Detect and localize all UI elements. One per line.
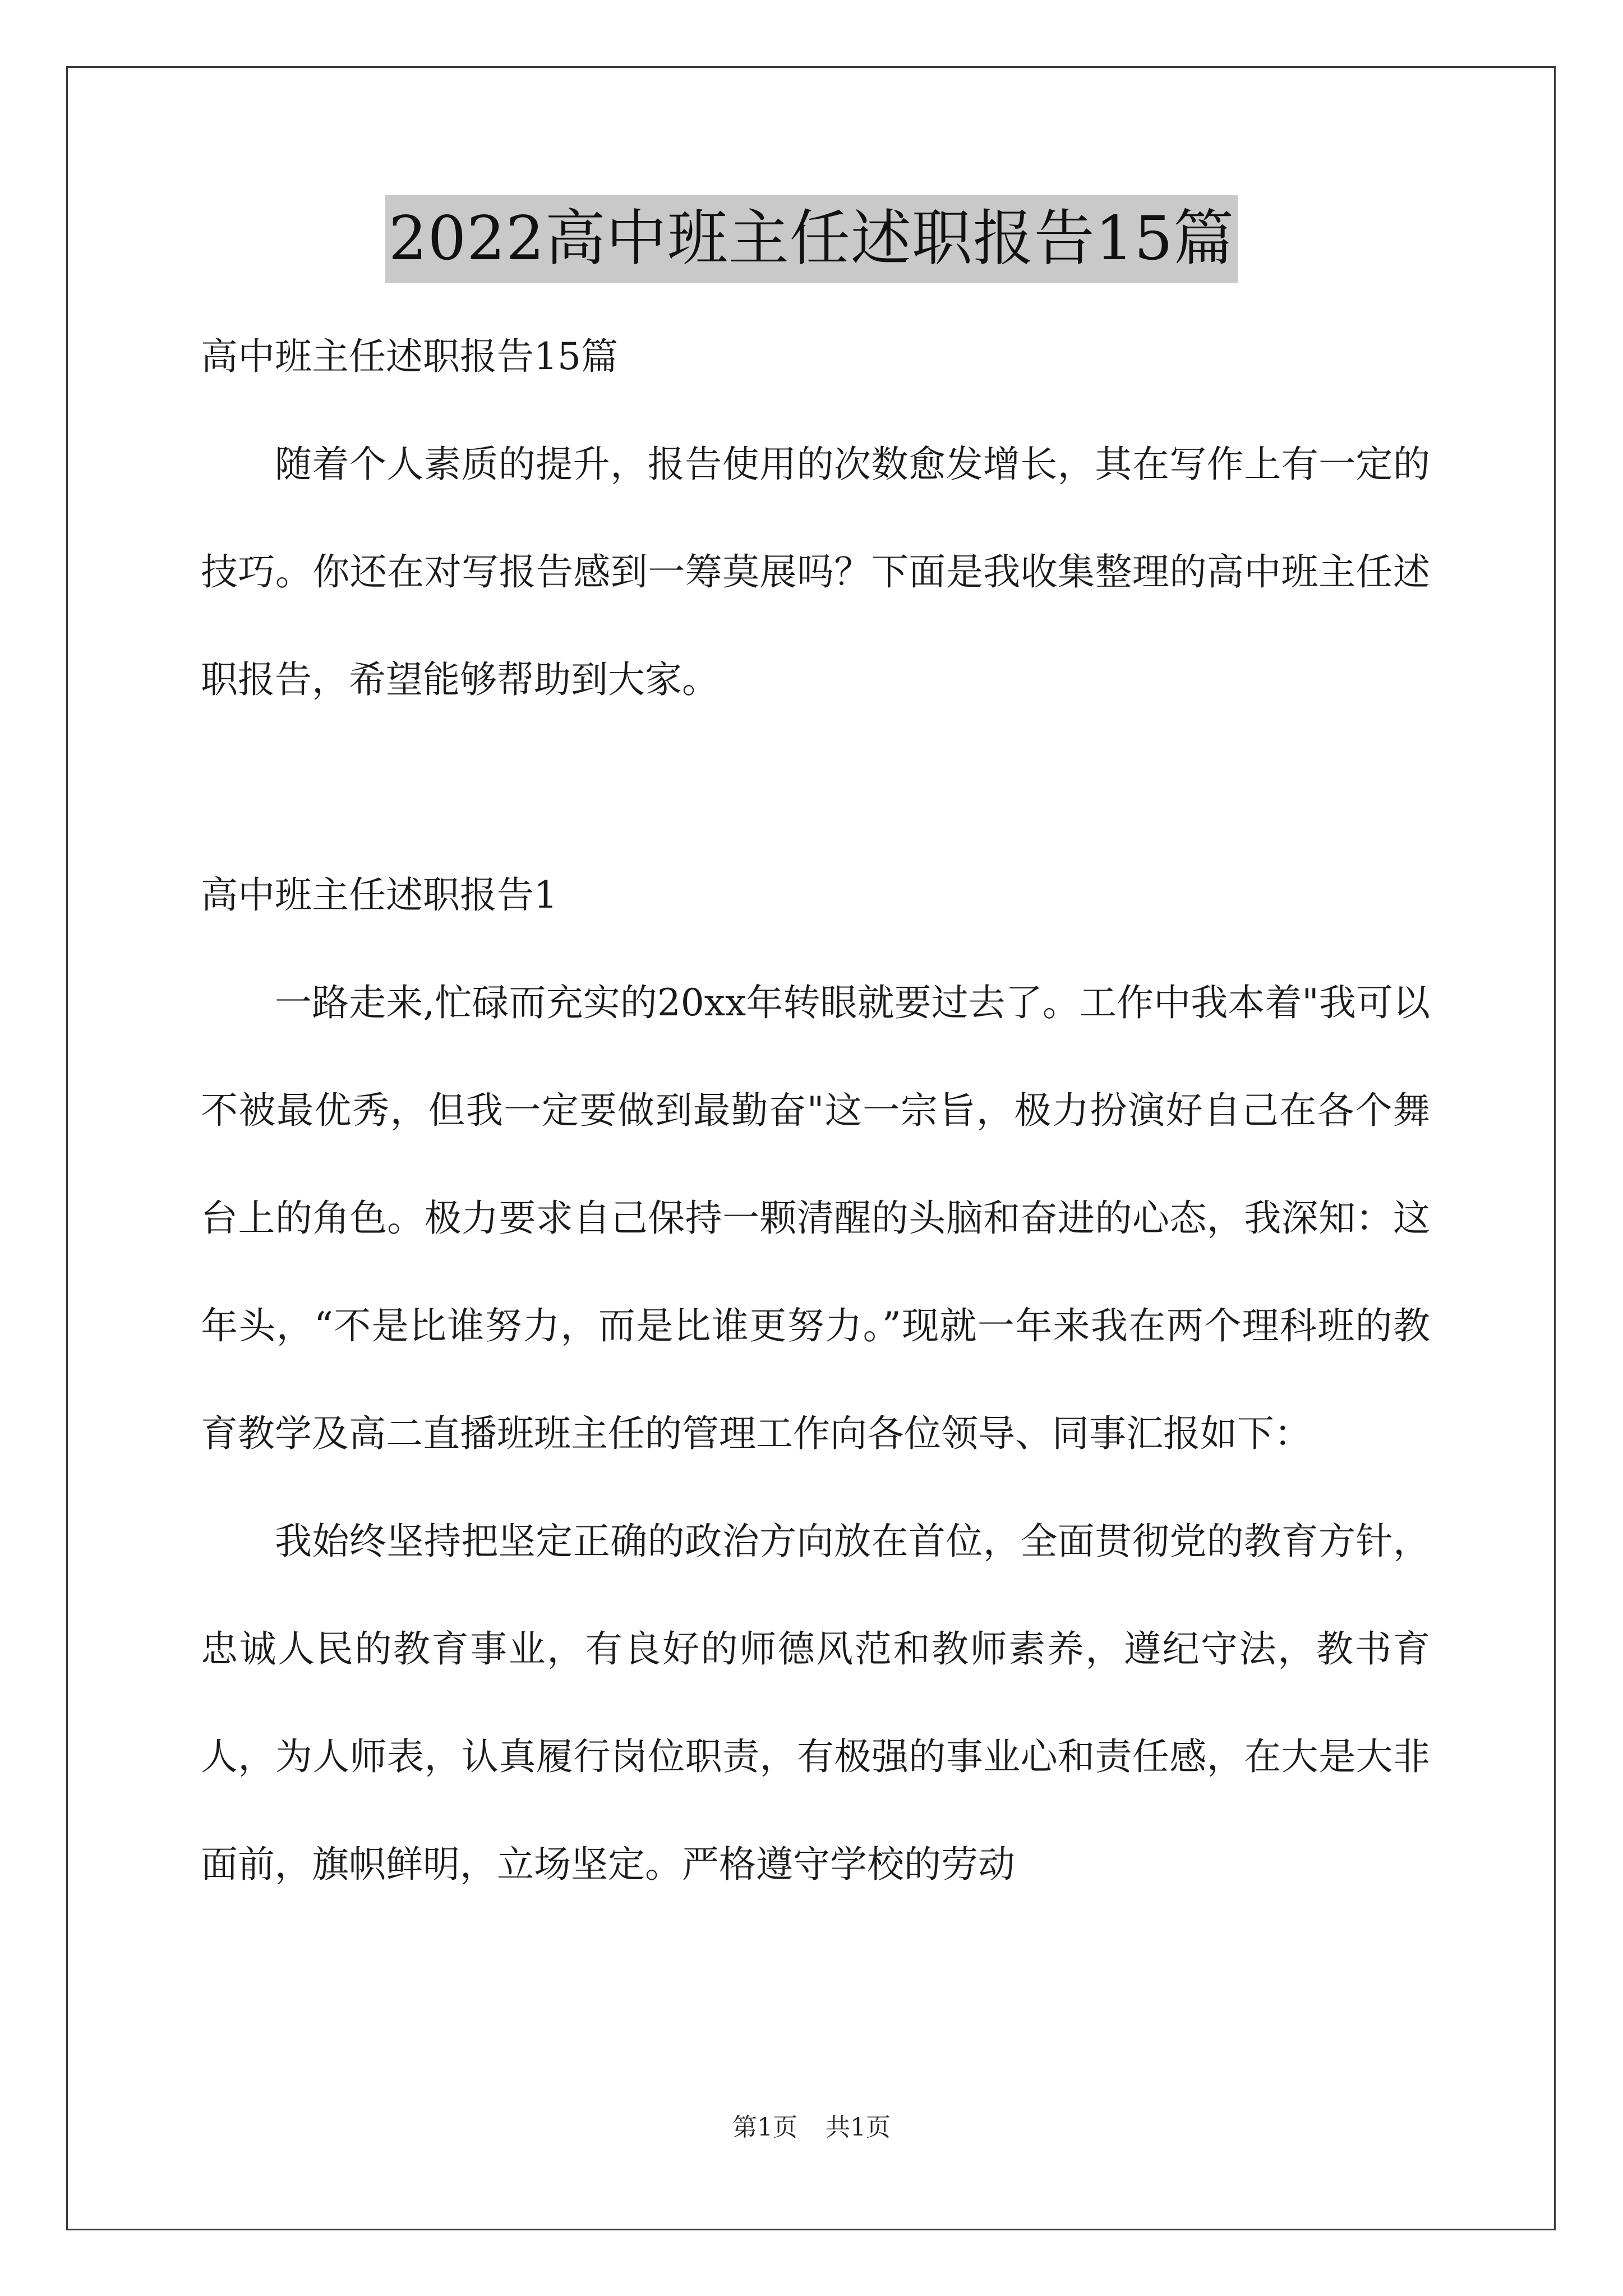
body-paragraph: 一路走来,忙碌而充实的20xx年转眼就要过去了。工作中我本着"我可以不被最优秀，但我一定要做到最勤奋"这一宗旨，极力扮演好自己在各个舞台上的角色。极力要求自己保持一颗清醒的头脑和奋进的心态，我深知：这年头，“不是比谁努力，而是比谁更努力。”现就一年来我在两个理科班的教育教学及高二直播班班主任的管理工作向各位领导、同事汇报如下： (201, 981, 1430, 1455)
page-number-total: 共1页 (826, 2113, 891, 2142)
section-heading: 高中班主任述职报告1 (201, 873, 557, 917)
page-number-current: 第1页 (732, 2113, 797, 2142)
subtitle: 高中班主任述职报告15篇 (201, 335, 618, 378)
document-body (201, 303, 1430, 1918)
body-paragraph: 我始终坚持把坚定正确的政治方向放在首位，全面贯彻党的教育方针，忠诚人民的教育事业，有良好的师德风范和教师素养，遵纪守法，教书育人，为人师表，认真履行岗位职责，有极强的事业心和责任感，在大是大非面前，旗帜鲜明，立场坚定。严格遵守学校的劳动 (201, 1520, 1430, 1886)
page-footer (0, 2107, 1623, 2143)
title-container (0, 195, 1623, 283)
spacer (201, 734, 1430, 841)
document-title: 2022高中班主任述职报告15篇 (385, 195, 1238, 283)
intro-paragraph: 随着个人素质的提升，报告使用的次数愈发增长，其在写作上有一定的技巧。你还在对写报告感到一筹莫展吗？下面是我收集整理的高中班主任述职报告，希望能够帮助到大家。 (201, 443, 1430, 701)
